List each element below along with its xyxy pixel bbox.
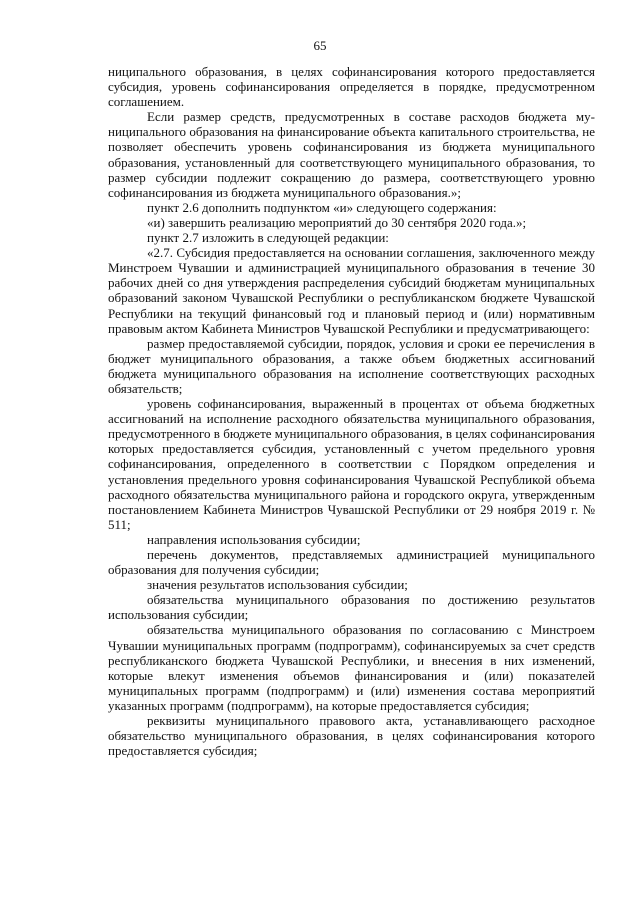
- paragraph-usage-directions: направления использования субсидии;: [147, 531, 361, 547]
- paragraph-capital-construction-funding: Если размер средств, предусмотренных в составе расходов бюджета муниципального образования на финансирование объекта капитального строительства, не позволяет обеспечить уровень софинансирования из бюджета муниципального образования, установленный для соответствующего муниципального образования, то размер субсидии подлежит сокращению до размера, соответствующего уровню софинансирования из бюджета муниципального образования.»;: [108, 109, 595, 200]
- paragraph-item-2-6-amendment: пункт 2.6 дополнить подпунктом «и» следующего содержания:: [147, 199, 497, 215]
- paragraph-result-values: значения результатов использования субсидии;: [147, 577, 408, 593]
- paragraph-program-obligations: обязательства муниципального образования по согласованию с Минстроем Чувашии муниципальных программ (подпрограмм), софинансируемых за счет средств республиканского бюджета Чувашской Республики, и внесения в них изменений, которые влекут изменения объемов финансирования и (или) показателей муниципальных программ (подпрограмм) и (или) изменения состава мероприятий указанных программ (подпрограмм), на которые предоставляется субсидия;: [108, 622, 595, 713]
- page-number: 65: [313, 38, 327, 53]
- paragraph-continuation: ниципального образования, в целях софинансирования которого предоставляется субсидия, уровень софинансирования определяется в порядке, предусмотренном соглашением.: [108, 64, 595, 110]
- paragraph-cofinancing-level: уровень софинансирования, выраженный в процентах от объема бюджетных ассигнований на исполнение расходного обязательства муниципального образования, предусмотренного в бюджете муниципального образования, в целях софинансирования которых предоставляется субсидия, установленный с учетом предельного уровня софинансирования, определенного в соответствии с Порядком определения и установления предельного уровня софинансирования Чувашской Республикой объема расходного обязательства муниципального района и городского округа, утвержденным постановлением Кабинета Министров Чувашской Республики от 29 ноября 2019 г. № 511;: [108, 396, 595, 532]
- paragraph-legal-act-details: реквизиты муниципального правового акта, устанавливающего расходное обязательство муниципального образования, в целях софинансирования которого предоставляется субсидия;: [108, 713, 595, 759]
- paragraph-item-2-7-text: «2.7. Субсидия предоставляется на основании соглашения, заключенного между Минстроем Чувашии и администрацией муниципального образования в течение 30 рабочих дней со дня утверждения распределения субсидий бюджетам муниципальных образований законом Чувашской Республики о республиканском бюджете Чувашской Республики на текущий финансовый год и плановый период и (или) нормативным правовым актом Кабинета Министров Чувашской Республики и предусматривающего:: [108, 245, 595, 336]
- paragraph-document-list: перечень документов, представляемых администрацией муниципального образования для получения субсидии;: [108, 547, 595, 578]
- page-body: [108, 64, 595, 758]
- paragraph-item-2-7-amendment: пункт 2.7 изложить в следующей редакции:: [147, 230, 389, 246]
- paragraph-result-obligations: обязательства муниципального образования по достижению результатов использования субсидии;: [108, 592, 595, 623]
- paragraph-subsidy-amount: размер предоставляемой субсидии, порядок, условия и сроки ее перечисления в бюджет муниципального образования, а также объем бюджетных ассигнований бюджета муниципального образования на исполнение соответствующих расходных обязательств;: [108, 335, 595, 396]
- paragraph-subitem-i: «и) завершить реализацию мероприятий до 30 сентября 2020 года.»;: [147, 214, 527, 230]
